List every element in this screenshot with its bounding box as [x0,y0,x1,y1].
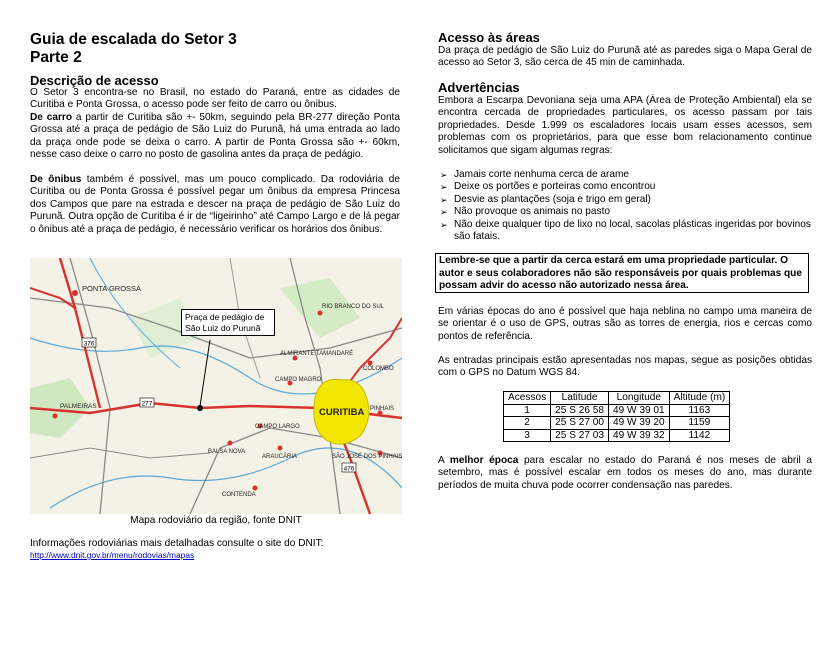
table-header: Altitude (m) [669,392,730,405]
areas-text: Da praça de pedágio de São Luiz do Purunã até as paredes siga o Mapa Geral de acesso ao Setor 3, são cerca de 45 min de caminhada. [438,45,812,69]
arrow-bullet-icon: ➢ [440,219,448,230]
map-label-balsa-nova: BALSA NOVA [208,449,246,455]
season-paragraph [438,455,812,492]
table-cell: 1 [504,404,551,417]
warnings-heading: Advertências [438,80,520,95]
arrow-bullet-icon: ➢ [440,182,448,193]
title-line-1: Guia de escalada do Setor 3 [30,31,237,48]
table-cell: 49 W 39 01 [608,404,669,417]
warnings-text: Embora a Escarpa Devoniana seja uma APA (Área de Proteção Ambiental) ela se encontra cercada de propriedades particulares, os acesso passam por tais propriedades. Desde 1.999 os escaladores locais usam esses acessos, sem problemas com os proprietários, para que esse bom relacionamento continue solicitamos que sigam algumas regras: [438,95,812,156]
car-paragraph [30,112,400,162]
rule-item [440,169,812,181]
areas-heading: Acesso às áreas [438,30,540,45]
access-heading: Descrição de acesso [30,73,159,88]
table-header: Latitude [551,392,609,405]
rule-text: Desvie as plantações (soja e trigo em geral) [454,193,651,205]
dnit-text: Informações rodoviárias mais detalhadas consulte o site do DNIT: [30,538,324,549]
road-277-label: 277 [141,400,153,408]
table-header: Acessos [504,392,551,405]
map-caption: Mapa rodoviário da região, fonte DNIT [130,515,302,526]
entries-text: As entradas principais estão apresentadas nos mapas, segue as posições obtidas com o GPS no Datum WGS 84. [438,355,812,379]
table-cell: 1163 [669,404,730,417]
table-cell: 25 S 27 00 [551,417,609,430]
map-label-contenda: CONTENDA [222,492,256,498]
car-text: a partir de Curitiba são +- 50km, seguindo pela BR-277 direção Ponta Grossa até a praça de pedágio de São Luiz do Purunã, há uma entrada ao lado da praça onde pode se deixa o carro. A partir de Ponta Grossa são +- 60km, nesse caso deixe o carro no posto de gasolina antes da praça de pedágio. [30,112,400,161]
table-cell: 25 S 26 58 [551,404,609,417]
access-intro: O Setor 3 encontra-se no Brasil, no estado do Paraná, entre as cidades de Curitiba e Ponta Grossa, o acesso pode ser feito de carro ou ônibus. [30,87,400,111]
map-label-palmeiras: PALMEIRAS [60,403,97,410]
road-476-label: 476 [343,465,355,473]
road-map [30,258,402,514]
rule-item [440,194,812,206]
arrow-bullet-icon: ➢ [440,194,448,205]
map-label-colombo: COLOMBO [363,366,394,372]
map-label-rio-branco: RIO BRANCO DO SUL [322,304,385,310]
rule-text: Deixe os portões e porteiras como encontrou [454,181,656,193]
map-label-campo-largo: CAMPO LARGO [255,424,300,430]
table-cell: 49 W 39 32 [608,429,669,442]
road-376-label: 376 [83,340,95,348]
car-label: De carro [30,112,73,123]
table-cell: 2 [504,417,551,430]
table-cell: 49 W 39 20 [608,417,669,430]
map-label-almirante: ALMIRANTE TAMANDARÉ [280,351,354,357]
rule-item [440,206,812,218]
map-label-sao-jose: SÃO JOSÉ DOS PINHAIS [332,454,402,460]
table-cell: 25 S 27 03 [551,429,609,442]
season-pre: A [438,455,450,466]
table-cell: 1142 [669,429,730,442]
map-label-campo-magro: CAMPO MAGRO [275,377,322,383]
map-label-araucaria: ARAUCÁRIA [262,454,298,460]
table-row [504,429,730,442]
notice-box: Lembre-se que a partir da cerca estará em uma propriedade particular. O autor e seus colaboradores não são responsáveis por quais problemas que possam advir do acesso não autorizado nessa área. [435,253,809,293]
rule-text: Não deixe qualquer tipo de lixo no local, sacolas plásticas ingeridas por bovinos são fatais. [454,218,811,243]
table-row [504,417,730,430]
map-callout: Praça de pedágio de São Luiz do Purunã [181,309,275,336]
bus-text: também é possível, mas um pouco complicado. Da rodoviária de Curitiba ou de Ponta Grossa é possível pegar um ônibus da empresa Princesa dos Campos que pare na estrada e descer na praça de pedágio de São Luiz do Purunã. Outra opção de Curitiba é ir de “ligeirinho” até Campo Largo e de lá pegar o ônibus até a praça de pedágio, é necessário verificar os horários dos ônibus. [30,174,400,235]
dnit-link[interactable]: http://www.dnit.gov.br/menu/rodovias/mapas [30,550,195,560]
season-text: para escalar no estado do Paraná é nos meses de abril a setembro, mas é possível escalar em todos os meses do ano, mas durante períodos de muita chuva pode ocorrer condensação nas paredes. [438,455,812,491]
table-row [504,404,730,417]
season-bold: melhor época [449,455,519,466]
rules-list [440,169,812,243]
rule-text: Jamais corte nenhuma cerca de arame [454,169,630,180]
gps-text: Em várias épocas do ano é possível que haja neblina no campo uma maneira de se orientar é o uso de GPS, outras são as torres de energia, rios e cercas como pontos de referência. [438,306,812,342]
table-header: Longitude [608,392,669,405]
table-cell: 3 [504,429,551,442]
rule-item [440,181,812,193]
table-header-row [504,392,730,405]
rule-item [440,219,812,244]
road-map-drawing [30,258,402,514]
gps-table [503,391,730,442]
rule-text: Não provoque os animais no pasto [454,206,610,218]
map-label-curitiba: CURITIBA [319,407,365,418]
arrow-bullet-icon: ➢ [440,170,448,180]
bus-label: De ônibus [30,174,82,185]
bus-paragraph [30,174,400,236]
arrow-bullet-icon: ➢ [440,207,448,218]
map-label-pinhais: PINHAIS [370,406,395,412]
map-label-ponta-grossa: PONTA GROSSA [82,284,142,293]
table-cell: 1159 [669,417,730,430]
title-line-2: Parte 2 [30,49,82,66]
